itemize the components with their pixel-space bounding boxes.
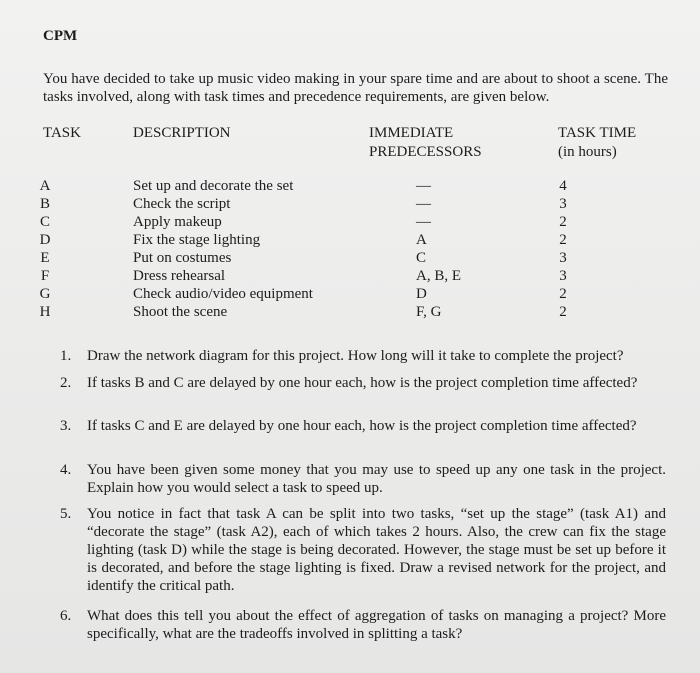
task-letter: C: [39, 214, 50, 230]
task-time: 3: [559, 250, 567, 266]
time-column: [556, 177, 570, 321]
task-description: Apply makeup: [133, 214, 222, 230]
task-letter: H: [39, 304, 51, 320]
task-predecessors: A, B, E: [416, 268, 461, 284]
task-description: Check the script: [133, 196, 231, 212]
task-time: 4: [559, 178, 567, 194]
task-letter: B: [39, 196, 50, 212]
task-time: 2: [559, 214, 567, 230]
header-time-line2: (in hours): [558, 144, 617, 160]
header-task: TASK: [43, 125, 81, 141]
question-item: [60, 374, 666, 392]
task-time: 3: [559, 268, 567, 284]
task-letter: E: [40, 250, 50, 266]
predecessors-column: [416, 177, 476, 321]
task-description: Fix the stage lighting: [133, 232, 261, 248]
question-text: If tasks C and E are delayed by one hour each, how is the project completion time affected?: [87, 418, 637, 434]
task-time: 3: [559, 196, 567, 212]
question-number: 2.: [60, 375, 72, 391]
task-time: 2: [559, 304, 567, 320]
task-predecessors: F, G: [416, 304, 442, 320]
header-predecessors-line2: PREDECESSORS: [369, 144, 482, 160]
header-time-line1: TASK TIME: [558, 125, 637, 141]
question-text: If tasks B and C are delayed by one hour each, how is the project completion time affected?: [87, 375, 638, 391]
question-item: [60, 347, 666, 365]
question-number: 4.: [60, 462, 72, 478]
task-column: [38, 177, 52, 321]
task-letter: F: [40, 268, 50, 284]
question-text: You notice in fact that task A can be split into two tasks, “set up the stage” (task A1) and “decorate the stage” (task A2), each of which takes 2 hours. Also, the crew can fix the stage lighting (task D) while the stage is being decorated. However, the stage must be set up before it is decorated, and before the stage lighting is fixed. Draw a revised network for the project, and identify the critical path.: [87, 506, 666, 594]
task-letter: G: [39, 286, 51, 302]
header-predecessors-line1: IMMEDIATE: [369, 125, 454, 141]
intro-paragraph: You have decided to take up music video making in your spare time and are about to shoot a scene. The tasks involved, along with task times and precedence requirements, are given below.: [43, 71, 668, 105]
task-letter: D: [39, 232, 51, 248]
question-number: 5.: [60, 506, 72, 522]
task-predecessors: —: [416, 214, 431, 230]
task-time: 2: [559, 286, 567, 302]
question-item: [60, 461, 666, 497]
question-item: [60, 505, 666, 595]
task-description: Set up and decorate the set: [133, 178, 294, 194]
question-text: What does this tell you about the effect of aggregation of tasks on managing a project? More specifically, what are the tradeoffs involved in splitting a task?: [87, 608, 666, 642]
question-number: 1.: [60, 348, 72, 364]
task-predecessors: —: [416, 178, 431, 194]
page-title: CPM: [43, 28, 78, 44]
task-predecessors: C: [416, 250, 427, 266]
question-item: [60, 417, 666, 435]
task-letter: A: [39, 178, 51, 194]
question-text: You have been given some money that you may use to speed up any one task in the project. Explain how you would select a task to speed up.: [87, 462, 666, 496]
task-predecessors: —: [416, 196, 431, 212]
task-description: Shoot the scene: [133, 304, 228, 320]
question-text: Draw the network diagram for this project. How long will it take to complete the project?: [87, 348, 624, 364]
task-description: Check audio/video equipment: [133, 286, 313, 302]
header-task-time: [558, 124, 636, 162]
header-predecessors: [369, 124, 482, 162]
header-description: DESCRIPTION: [133, 125, 231, 141]
task-predecessors: D: [416, 286, 427, 302]
task-description: Dress rehearsal: [133, 268, 226, 284]
description-column: [133, 177, 313, 321]
task-description: Put on costumes: [133, 250, 232, 266]
question-number: 6.: [60, 608, 72, 624]
task-predecessors: A: [416, 232, 427, 248]
question-number: 3.: [60, 418, 72, 434]
question-item: [60, 607, 666, 643]
task-time: 2: [559, 232, 567, 248]
